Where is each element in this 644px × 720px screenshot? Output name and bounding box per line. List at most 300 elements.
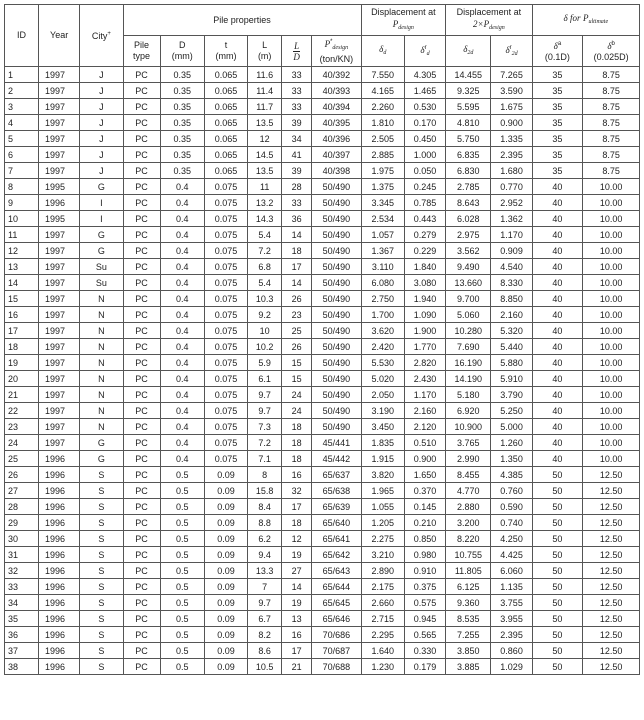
cell-delta-a: 40 — [532, 387, 583, 403]
cell-delta-a: 35 — [532, 67, 583, 83]
cell-city: Su — [80, 275, 123, 291]
cell-id: 32 — [5, 563, 39, 579]
cell-year: 1997 — [39, 115, 80, 131]
cell-delta-d: 3.110 — [361, 259, 404, 275]
cell-length: 14.5 — [248, 147, 282, 163]
cell-diameter: 0.35 — [160, 131, 204, 147]
cell-delta-2d-r: 1.170 — [491, 227, 532, 243]
cell-delta-2d-r: 8.330 — [491, 275, 532, 291]
cell-delta-d: 5.530 — [361, 355, 404, 371]
cell-delta-b: 12.50 — [583, 531, 640, 547]
cell-length: 7 — [248, 579, 282, 595]
cell-city: S — [80, 531, 123, 547]
cell-city: S — [80, 467, 123, 483]
cell-delta-d: 3.210 — [361, 547, 404, 563]
table-row — [5, 179, 640, 195]
cell-year: 1997 — [39, 99, 80, 115]
cell-delta-b: 10.00 — [583, 323, 640, 339]
cell-delta-b: 8.75 — [583, 67, 640, 83]
cell-length: 10.2 — [248, 339, 282, 355]
cell-diameter: 0.4 — [160, 355, 204, 371]
cell-id: 30 — [5, 531, 39, 547]
cell-city: N — [80, 323, 123, 339]
header-delta-ultimate: δ for $P_{ultimate}$ — [532, 5, 639, 36]
cell-pile-type: PC — [123, 563, 160, 579]
cell-delta-2d: 8.220 — [446, 531, 491, 547]
cell-pile-type: PC — [123, 243, 160, 259]
cell-delta-2d: 14.190 — [446, 371, 491, 387]
cell-length: 6.7 — [248, 611, 282, 627]
cell-delta-d-r: 2.430 — [404, 371, 445, 387]
cell-delta-b: 12.50 — [583, 659, 640, 675]
cell-delta-b: 10.00 — [583, 403, 640, 419]
cell-length: 11.4 — [248, 83, 282, 99]
table-row — [5, 483, 640, 499]
cell-delta-b: 12.50 — [583, 467, 640, 483]
cell-delta-2d-r: 0.760 — [491, 483, 532, 499]
cell-id: 31 — [5, 547, 39, 563]
cell-p-design: 65/642 — [312, 547, 362, 563]
cell-thickness: 0.075 — [204, 275, 247, 291]
cell-city: J — [80, 99, 123, 115]
cell-length: 6.8 — [248, 259, 282, 275]
cell-delta-2d-r: 1.029 — [491, 659, 532, 675]
table-row — [5, 339, 640, 355]
cell-length: 7.1 — [248, 451, 282, 467]
table-row — [5, 211, 640, 227]
cell-p-design: 50/490 — [312, 243, 362, 259]
cell-delta-2d: 8.535 — [446, 611, 491, 627]
cell-thickness: 0.09 — [204, 515, 247, 531]
cell-city: S — [80, 643, 123, 659]
cell-delta-b: 10.00 — [583, 435, 640, 451]
cell-year: 1997 — [39, 147, 80, 163]
cell-delta-d: 1.640 — [361, 643, 404, 659]
cell-diameter: 0.5 — [160, 483, 204, 499]
cell-p-design: 65/643 — [312, 563, 362, 579]
cell-delta-b: 10.00 — [583, 211, 640, 227]
cell-delta-d: 2.050 — [361, 387, 404, 403]
cell-pile-type: PC — [123, 83, 160, 99]
cell-delta-d-r: 1.840 — [404, 259, 445, 275]
cell-delta-b: 12.50 — [583, 579, 640, 595]
cell-id: 25 — [5, 451, 39, 467]
cell-pile-type: PC — [123, 643, 160, 659]
cell-delta-2d: 6.830 — [446, 163, 491, 179]
cell-p-design: 40/392 — [312, 67, 362, 83]
cell-thickness: 0.09 — [204, 531, 247, 547]
table-row — [5, 403, 640, 419]
cell-length: 8.8 — [248, 515, 282, 531]
cell-year: 1996 — [39, 611, 80, 627]
cell-id: 16 — [5, 307, 39, 323]
cell-year: 1997 — [39, 419, 80, 435]
cell-thickness: 0.065 — [204, 83, 247, 99]
cell-p-design: 70/688 — [312, 659, 362, 675]
cell-year: 1996 — [39, 595, 80, 611]
cell-delta-b: 12.50 — [583, 643, 640, 659]
cell-thickness: 0.075 — [204, 195, 247, 211]
table-row — [5, 163, 640, 179]
cell-pile-type: PC — [123, 307, 160, 323]
cell-delta-d-r: 1.650 — [404, 467, 445, 483]
cell-thickness: 0.065 — [204, 147, 247, 163]
cell-delta-d: 3.620 — [361, 323, 404, 339]
cell-thickness: 0.075 — [204, 243, 247, 259]
table-row — [5, 115, 640, 131]
cell-p-design: 65/638 — [312, 483, 362, 499]
cell-delta-d-r: 0.245 — [404, 179, 445, 195]
cell-delta-b: 12.50 — [583, 595, 640, 611]
cell-diameter: 0.4 — [160, 403, 204, 419]
cell-year: 1996 — [39, 547, 80, 563]
cell-p-design: 50/490 — [312, 355, 362, 371]
table-row — [5, 323, 640, 339]
header-pile-properties: Pile properties — [123, 5, 361, 36]
cell-delta-2d: 4.770 — [446, 483, 491, 499]
cell-pile-type: PC — [123, 371, 160, 387]
cell-p-design: 50/490 — [312, 179, 362, 195]
cell-thickness: 0.075 — [204, 403, 247, 419]
table-row — [5, 131, 640, 147]
cell-length: 11 — [248, 179, 282, 195]
cell-year: 1996 — [39, 483, 80, 499]
cell-delta-b: 10.00 — [583, 451, 640, 467]
cell-delta-a: 40 — [532, 227, 583, 243]
cell-city: S — [80, 659, 123, 675]
cell-p-design: 40/396 — [312, 131, 362, 147]
cell-delta-a: 40 — [532, 339, 583, 355]
cell-length: 8.4 — [248, 499, 282, 515]
header-displacement-design: Displacement at $P_{design}$ — [361, 5, 446, 36]
cell-delta-a: 50 — [532, 595, 583, 611]
cell-p-design: 65/645 — [312, 595, 362, 611]
cell-delta-2d-r: 1.680 — [491, 163, 532, 179]
cell-delta-d-r: 0.279 — [404, 227, 445, 243]
cell-delta-b: 10.00 — [583, 339, 640, 355]
cell-diameter: 0.35 — [160, 99, 204, 115]
cell-diameter: 0.4 — [160, 307, 204, 323]
cell-length: 9.7 — [248, 387, 282, 403]
cell-delta-d: 1.367 — [361, 243, 404, 259]
cell-delta-d: 1.810 — [361, 115, 404, 131]
cell-city: I — [80, 195, 123, 211]
cell-city: S — [80, 627, 123, 643]
cell-pile-type: PC — [123, 659, 160, 675]
cell-delta-d: 1.375 — [361, 179, 404, 195]
cell-length: 13.5 — [248, 115, 282, 131]
cell-delta-2d-r: 6.060 — [491, 563, 532, 579]
header-city: City+ — [80, 5, 123, 67]
cell-pile-type: PC — [123, 179, 160, 195]
cell-delta-2d: 8.643 — [446, 195, 491, 211]
cell-delta-d: 3.450 — [361, 419, 404, 435]
cell-city: J — [80, 115, 123, 131]
cell-delta-d: 1.230 — [361, 659, 404, 675]
cell-year: 1997 — [39, 163, 80, 179]
cell-thickness: 0.075 — [204, 291, 247, 307]
cell-diameter: 0.5 — [160, 643, 204, 659]
table-row — [5, 307, 640, 323]
cell-year: 1997 — [39, 307, 80, 323]
cell-city: N — [80, 307, 123, 323]
cell-delta-2d-r: 2.395 — [491, 627, 532, 643]
cell-ld-ratio: 15 — [282, 355, 312, 371]
cell-city: J — [80, 147, 123, 163]
cell-id: 27 — [5, 483, 39, 499]
cell-id: 33 — [5, 579, 39, 595]
cell-delta-2d: 5.180 — [446, 387, 491, 403]
cell-ld-ratio: 25 — [282, 323, 312, 339]
cell-city: S — [80, 611, 123, 627]
cell-ld-ratio: 39 — [282, 115, 312, 131]
cell-delta-a: 50 — [532, 531, 583, 547]
cell-delta-d-r: 1.170 — [404, 387, 445, 403]
cell-ld-ratio: 32 — [282, 483, 312, 499]
cell-city: S — [80, 563, 123, 579]
cell-thickness: 0.09 — [204, 499, 247, 515]
cell-p-design: 65/646 — [312, 611, 362, 627]
cell-city: S — [80, 595, 123, 611]
cell-delta-b: 10.00 — [583, 387, 640, 403]
cell-delta-a: 50 — [532, 547, 583, 563]
cell-delta-d: 3.820 — [361, 467, 404, 483]
cell-thickness: 0.09 — [204, 659, 247, 675]
cell-p-design: 50/490 — [312, 195, 362, 211]
cell-thickness: 0.075 — [204, 179, 247, 195]
cell-pile-type: PC — [123, 483, 160, 499]
cell-thickness: 0.075 — [204, 355, 247, 371]
cell-delta-2d: 9.700 — [446, 291, 491, 307]
cell-ld-ratio: 28 — [282, 179, 312, 195]
cell-ld-ratio: 17 — [282, 259, 312, 275]
cell-id: 2 — [5, 83, 39, 99]
header-id: ID — [5, 5, 39, 67]
cell-delta-a: 50 — [532, 515, 583, 531]
cell-id: 7 — [5, 163, 39, 179]
cell-city: S — [80, 547, 123, 563]
table-row — [5, 643, 640, 659]
cell-delta-d: 4.165 — [361, 83, 404, 99]
cell-diameter: 0.4 — [160, 291, 204, 307]
cell-p-design: 40/397 — [312, 147, 362, 163]
cell-delta-2d-r: 2.952 — [491, 195, 532, 211]
cell-delta-2d-r: 1.260 — [491, 435, 532, 451]
table-row — [5, 243, 640, 259]
cell-delta-d-r: 1.940 — [404, 291, 445, 307]
cell-delta-2d: 3.765 — [446, 435, 491, 451]
cell-delta-2d: 3.562 — [446, 243, 491, 259]
cell-delta-2d: 11.805 — [446, 563, 491, 579]
cell-delta-2d-r: 1.362 — [491, 211, 532, 227]
cell-year: 1997 — [39, 435, 80, 451]
cell-delta-a: 50 — [532, 579, 583, 595]
header-delta-2d: $\delta_{2d}$ — [446, 36, 491, 67]
cell-year: 1996 — [39, 627, 80, 643]
cell-pile-type: PC — [123, 515, 160, 531]
cell-delta-d: 3.190 — [361, 403, 404, 419]
cell-delta-d-r: 0.050 — [404, 163, 445, 179]
cell-ld-ratio: 14 — [282, 275, 312, 291]
header-delta-d: $\delta_d$ — [361, 36, 404, 67]
cell-id: 36 — [5, 627, 39, 643]
cell-ld-ratio: 13 — [282, 611, 312, 627]
cell-year: 1997 — [39, 339, 80, 355]
cell-p-design: 70/687 — [312, 643, 362, 659]
cell-pile-type: PC — [123, 291, 160, 307]
cell-thickness: 0.075 — [204, 435, 247, 451]
cell-delta-a: 40 — [532, 307, 583, 323]
cell-delta-2d-r: 4.540 — [491, 259, 532, 275]
cell-delta-a: 50 — [532, 659, 583, 675]
cell-delta-d: 1.835 — [361, 435, 404, 451]
cell-pile-type: PC — [123, 323, 160, 339]
cell-year: 1997 — [39, 403, 80, 419]
cell-pile-type: PC — [123, 547, 160, 563]
header-displacement-2x-design: Displacement at $2\times P_{design}$ — [446, 5, 533, 36]
cell-ld-ratio: 18 — [282, 515, 312, 531]
cell-delta-b: 12.50 — [583, 483, 640, 499]
cell-delta-2d-r: 3.755 — [491, 595, 532, 611]
cell-delta-2d-r: 5.880 — [491, 355, 532, 371]
cell-year: 1997 — [39, 275, 80, 291]
cell-delta-a: 50 — [532, 483, 583, 499]
cell-year: 1997 — [39, 387, 80, 403]
cell-delta-d-r: 0.785 — [404, 195, 445, 211]
cell-city: J — [80, 83, 123, 99]
table-row — [5, 259, 640, 275]
cell-length: 11.6 — [248, 67, 282, 83]
cell-pile-type: PC — [123, 275, 160, 291]
cell-delta-d-r: 3.080 — [404, 275, 445, 291]
cell-delta-2d-r: 0.590 — [491, 499, 532, 515]
cell-delta-a: 40 — [532, 195, 583, 211]
cell-id: 35 — [5, 611, 39, 627]
cell-diameter: 0.5 — [160, 547, 204, 563]
cell-diameter: 0.35 — [160, 83, 204, 99]
cell-delta-2d: 5.750 — [446, 131, 491, 147]
cell-id: 6 — [5, 147, 39, 163]
cell-length: 10.3 — [248, 291, 282, 307]
cell-city: I — [80, 211, 123, 227]
cell-delta-b: 12.50 — [583, 563, 640, 579]
cell-p-design: 50/490 — [312, 275, 362, 291]
cell-delta-2d-r: 3.955 — [491, 611, 532, 627]
cell-id: 11 — [5, 227, 39, 243]
cell-pile-type: PC — [123, 147, 160, 163]
cell-ld-ratio: 18 — [282, 451, 312, 467]
cell-pile-type: PC — [123, 595, 160, 611]
cell-length: 6.2 — [248, 531, 282, 547]
cell-pile-type: PC — [123, 195, 160, 211]
cell-id: 24 — [5, 435, 39, 451]
cell-diameter: 0.4 — [160, 435, 204, 451]
cell-delta-b: 12.50 — [583, 611, 640, 627]
table-row — [5, 147, 640, 163]
cell-city: G — [80, 179, 123, 195]
cell-delta-2d-r: 0.740 — [491, 515, 532, 531]
cell-length: 5.4 — [248, 275, 282, 291]
cell-pile-type: PC — [123, 387, 160, 403]
header-thickness: t (mm) — [204, 36, 247, 67]
cell-diameter: 0.5 — [160, 595, 204, 611]
cell-year: 1997 — [39, 355, 80, 371]
cell-diameter: 0.5 — [160, 531, 204, 547]
cell-delta-d: 6.080 — [361, 275, 404, 291]
cell-thickness: 0.075 — [204, 339, 247, 355]
cell-pile-type: PC — [123, 259, 160, 275]
cell-delta-d-r: 0.900 — [404, 451, 445, 467]
cell-thickness: 0.075 — [204, 451, 247, 467]
cell-delta-2d: 16.190 — [446, 355, 491, 371]
cell-delta-d-r: 0.530 — [404, 99, 445, 115]
cell-delta-a: 40 — [532, 371, 583, 387]
cell-city: J — [80, 131, 123, 147]
cell-id: 37 — [5, 643, 39, 659]
cell-thickness: 0.075 — [204, 419, 247, 435]
cell-pile-type: PC — [123, 355, 160, 371]
cell-city: N — [80, 403, 123, 419]
cell-length: 8 — [248, 467, 282, 483]
cell-ld-ratio: 19 — [282, 595, 312, 611]
cell-ld-ratio: 18 — [282, 435, 312, 451]
cell-delta-d-r: 0.443 — [404, 211, 445, 227]
header-year: Year — [39, 5, 80, 67]
cell-delta-d-r: 0.450 — [404, 131, 445, 147]
cell-delta-d: 1.700 — [361, 307, 404, 323]
cell-ld-ratio: 33 — [282, 83, 312, 99]
cell-delta-2d: 8.455 — [446, 467, 491, 483]
cell-delta-d-r: 0.370 — [404, 483, 445, 499]
cell-year: 1996 — [39, 531, 80, 547]
cell-delta-d: 1.975 — [361, 163, 404, 179]
cell-thickness: 0.075 — [204, 371, 247, 387]
cell-delta-b: 8.75 — [583, 115, 640, 131]
cell-p-design: 50/490 — [312, 339, 362, 355]
table-row — [5, 659, 640, 675]
table-header — [5, 5, 640, 67]
cell-thickness: 0.09 — [204, 595, 247, 611]
pile-data-table — [4, 4, 640, 675]
cell-year: 1997 — [39, 131, 80, 147]
cell-length: 5.9 — [248, 355, 282, 371]
cell-delta-d-r: 1.465 — [404, 83, 445, 99]
cell-delta-2d: 10.280 — [446, 323, 491, 339]
cell-ld-ratio: 16 — [282, 627, 312, 643]
cell-length: 9.2 — [248, 307, 282, 323]
cell-delta-a: 50 — [532, 627, 583, 643]
cell-id: 20 — [5, 371, 39, 387]
cell-delta-2d: 2.880 — [446, 499, 491, 515]
cell-thickness: 0.09 — [204, 483, 247, 499]
header-pile-type: Pile type — [123, 36, 160, 67]
cell-year: 1996 — [39, 515, 80, 531]
cell-delta-2d: 9.490 — [446, 259, 491, 275]
cell-delta-d: 7.550 — [361, 67, 404, 83]
table-row — [5, 563, 640, 579]
cell-pile-type: PC — [123, 227, 160, 243]
header-delta-a: $\delta^a$ (0.1D) — [532, 36, 583, 67]
cell-delta-2d-r: 3.590 — [491, 83, 532, 99]
cell-delta-a: 40 — [532, 323, 583, 339]
cell-diameter: 0.4 — [160, 275, 204, 291]
cell-ld-ratio: 26 — [282, 339, 312, 355]
cell-delta-d-r: 0.945 — [404, 611, 445, 627]
cell-p-design: 50/490 — [312, 227, 362, 243]
cell-id: 8 — [5, 179, 39, 195]
header-diameter: D (mm) — [160, 36, 204, 67]
cell-diameter: 0.4 — [160, 195, 204, 211]
